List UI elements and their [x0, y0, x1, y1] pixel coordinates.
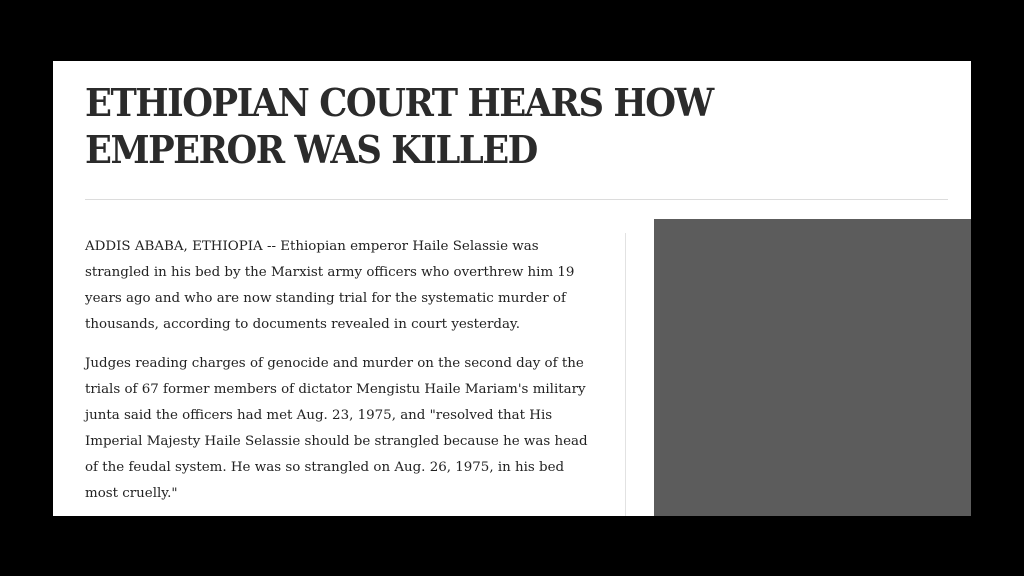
article-page — [53, 61, 971, 516]
article-headline: ETHIOPIAN COURT HEARS HOW EMPEROR WAS KILLED — [85, 80, 713, 172]
column-divider — [625, 233, 626, 516]
media-placeholder — [654, 219, 971, 516]
headline-divider — [85, 199, 948, 200]
article-paragraph-2: Judges reading charges of genocide and murder on the second day of the trials of 67 former members of dictator Mengistu Haile Mariam's military junta said the officers had met Aug. 23, 1975, and "resolved that His Imperial Majesty Haile Selassie should be strangled because he was head of the feudal system. He was so strangled on Aug. 26, 1975, in his bed most cruelly." — [85, 356, 588, 501]
article-body — [85, 234, 591, 516]
article-paragraph-1: ADDIS ABABA, ETHIOPIA -- Ethiopian emperor Haile Selassie was strangled in his bed by the Marxist army officers who overthrew him 19 years ago and who are now standing trial for the systematic murder of thousands, according to documents revealed in court yesterday. — [85, 239, 575, 332]
